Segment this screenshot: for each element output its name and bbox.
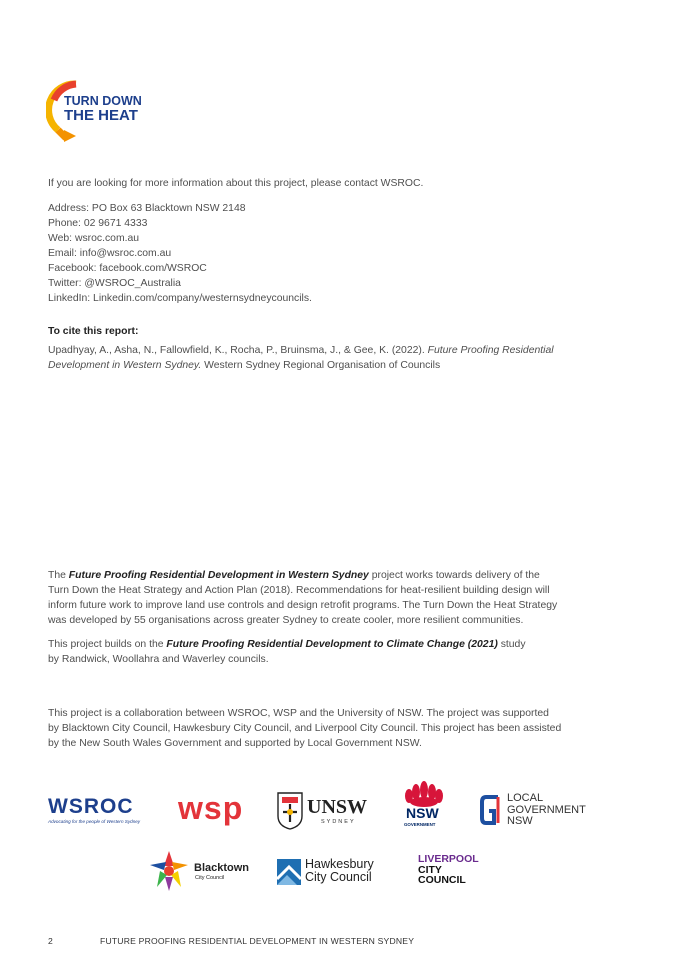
local-government-nsw-logo bbox=[480, 793, 590, 829]
page-number: 2 bbox=[48, 936, 53, 946]
unsw-logo bbox=[277, 792, 373, 832]
about-p3-line: This project is a collaboration between WSROC, WSP and the University of NSW. The project was supported bbox=[48, 708, 549, 719]
liverpool-line: CITY bbox=[418, 863, 442, 876]
hawkesbury-emblem-icon bbox=[277, 859, 301, 885]
citation-title-part2: Development in Western Sydney. bbox=[48, 360, 202, 371]
lgnsw-line: NSW bbox=[507, 815, 533, 827]
contact-facebook: Facebook: facebook.com/WSROC bbox=[48, 263, 207, 274]
wsp-logo: wsp bbox=[178, 790, 244, 826]
hawkesbury-city-council-logo bbox=[277, 858, 387, 888]
citation-title-part1: Future Proofing Residential bbox=[427, 345, 554, 356]
blacktown-subtext: City Council bbox=[195, 875, 225, 881]
about-p2-line: by Randwick, Woollahra and Waverley councils. bbox=[48, 654, 269, 665]
contact-address: Address: PO Box 63 Blacktown NSW 2148 bbox=[48, 203, 246, 214]
contact-phone: Phone: 02 9671 4333 bbox=[48, 218, 148, 229]
citation-text bbox=[48, 343, 554, 373]
about-p1-line: was developed by 55 organisations across greater Sydney to create cooler, more resilient communities. bbox=[48, 615, 524, 626]
lgnsw-emblem-icon bbox=[480, 793, 500, 827]
about-paragraph-2 bbox=[48, 637, 526, 667]
logo-line2: THE HEAT bbox=[64, 107, 138, 124]
liverpool-line: LIVERPOOL bbox=[418, 853, 479, 865]
about-p3-line: by the New South Wales Government and supported by Local Government NSW. bbox=[48, 738, 422, 749]
contact-linkedin: LinkedIn: Linkedin.com/company/westernsydneycouncils. bbox=[48, 293, 312, 304]
blacktown-city-council-logo bbox=[148, 850, 248, 894]
blacktown-wordmark: Blacktown bbox=[194, 862, 250, 874]
hawkesbury-text bbox=[305, 858, 374, 884]
contact-web: Web: wsroc.com.au bbox=[48, 233, 140, 244]
nsw-wordmark: NSW bbox=[406, 805, 439, 821]
nsw-government-logo bbox=[402, 780, 446, 828]
citation-heading: To cite this report: bbox=[48, 326, 139, 337]
about-p1-title: Future Proofing Residential Development in Western Sydney bbox=[68, 570, 369, 581]
about-p1-prefix: The bbox=[48, 570, 69, 581]
lgnsw-line: GOVERNMENT bbox=[507, 803, 586, 816]
about-p1-line: inform future work to improve land use controls and design retrofit programs. The Turn Down the Heat Strategy bbox=[48, 600, 558, 611]
hawkesbury-line: Hawkesbury bbox=[305, 857, 374, 871]
contact-intro: If you are looking for more information about this project, please contact WSROC. bbox=[48, 178, 424, 189]
about-paragraph-3 bbox=[48, 706, 561, 751]
unsw-crest-icon bbox=[277, 792, 303, 830]
about-p2-suffix: study bbox=[497, 639, 526, 650]
liverpool-city-council-logo bbox=[418, 854, 479, 886]
citation-authors: Upadhyay, A., Asha, N., Fallowfield, K., Rocha, P., Bruinsma, J., & Gee, K. (2022). bbox=[48, 345, 428, 356]
hawkesbury-line: City Council bbox=[305, 870, 372, 884]
waratah-icon bbox=[402, 780, 446, 808]
turn-down-the-heat-logo bbox=[46, 78, 156, 144]
contact-details bbox=[48, 201, 312, 306]
blacktown-star-icon bbox=[148, 850, 190, 892]
contact-twitter: Twitter: @WSROC_Australia bbox=[48, 278, 181, 289]
about-p1-suffix: project works towards delivery of the bbox=[368, 570, 540, 581]
citation-publisher: Western Sydney Regional Organisation of Councils bbox=[201, 360, 441, 371]
nsw-subtext: GOVERNMENT bbox=[404, 822, 436, 827]
wsroc-logo bbox=[48, 795, 152, 829]
logo-line1: TURN DOWN bbox=[64, 94, 142, 108]
unsw-subtext: SYDNEY bbox=[321, 819, 356, 825]
wsroc-wordmark: WSROC bbox=[48, 795, 134, 818]
footer-document-title: FUTURE PROOFING RESIDENTIAL DEVELOPMENT IN WESTERN SYDNEY bbox=[100, 936, 415, 946]
about-p2-title: Future Proofing Residential Development to Climate Change (2021) bbox=[166, 639, 498, 650]
lgnsw-text bbox=[507, 793, 586, 828]
contact-email: Email: info@wsroc.com.au bbox=[48, 248, 172, 259]
liverpool-line: COUNCIL bbox=[418, 874, 466, 886]
unsw-wordmark: UNSW bbox=[307, 796, 368, 818]
about-p3-line: by Blacktown City Council, Hawkesbury City Council, and Liverpool City Council. This project has been assisted bbox=[48, 723, 562, 734]
about-paragraph-1 bbox=[48, 568, 557, 628]
about-p1-line: Turn Down the Heat Strategy and Action Plan (2018). Recommendations for heat-resilient building design will bbox=[48, 585, 550, 596]
wsroc-tagline: Advocating for the people of Western Sydney bbox=[48, 819, 141, 824]
lgnsw-line: LOCAL bbox=[507, 792, 544, 804]
about-p2-prefix: This project builds on the bbox=[48, 639, 167, 650]
